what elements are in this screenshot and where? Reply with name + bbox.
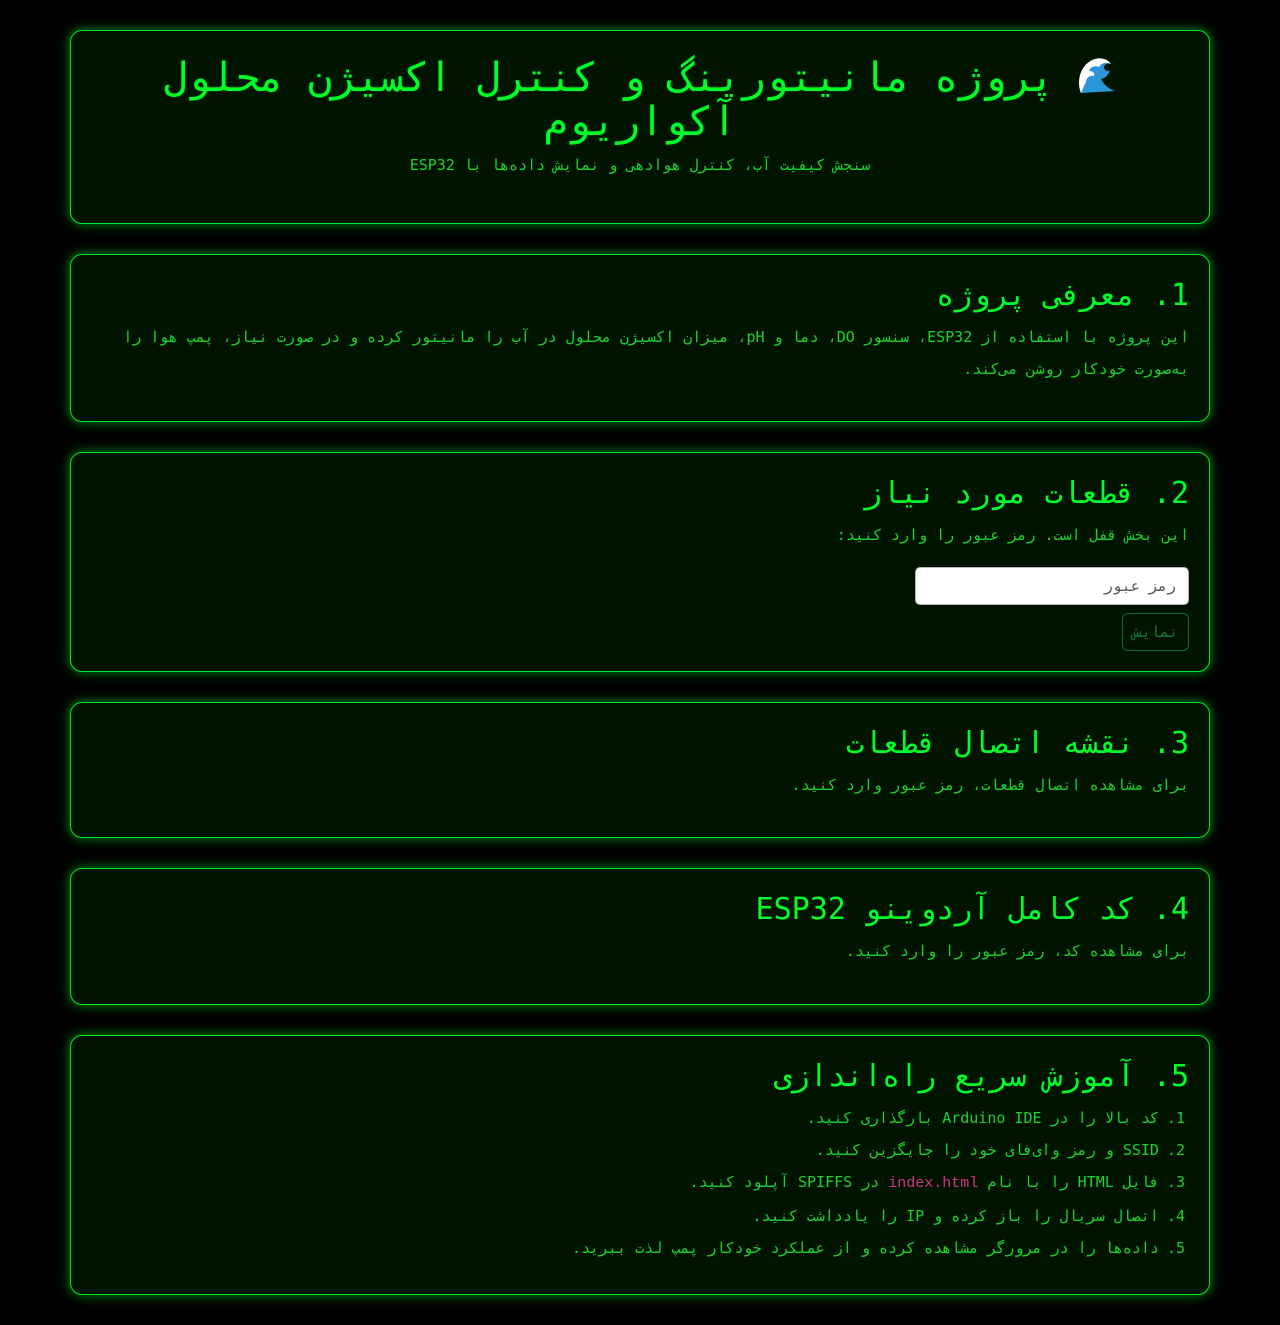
section-title: 2. قطعات مورد نیاز <box>863 476 1189 511</box>
section-code <box>70 868 1210 1005</box>
filename-code: index.html <box>888 1175 979 1192</box>
locked-message: برای مشاهده اتصال قطعات، رمز عبور وارد کنید. <box>791 776 1189 794</box>
section-title: 5. آموزش سریع راه‌اندازی <box>773 1059 1189 1094</box>
page-subtitle: سنجش کیفیت آب، کنترل هوادهی و نمایش داده‌ها با ESP32 <box>409 156 871 174</box>
step-item: 4.اتصال سریال را باز کرده و IP را یادداشت کنید. <box>752 1207 1185 1225</box>
page-title-text: پروژه مانیتورینگ و کنترل اکسیژن محلول آکواریوم <box>163 55 1055 145</box>
steps-list <box>91 1102 1189 1264</box>
locked-message: برای مشاهده کد، رمز عبور را وارد کنید. <box>845 942 1189 960</box>
section-wiring <box>70 702 1210 838</box>
section-title: 3. نقشه اتصال قطعات <box>845 726 1189 761</box>
section-parts <box>70 452 1210 672</box>
section-guide <box>70 1035 1210 1295</box>
wave-icon <box>1073 53 1117 97</box>
step-item: 1.کد بالا را در Arduino IDE بارگذاری کنید. <box>806 1109 1185 1127</box>
locked-message: این بخش قفل است. رمز عبور را وارد کنید: <box>836 526 1189 544</box>
section-text: این پروژه با استفاده از ESP32، سنسور DO، دما و pH، میزان اکسیژن محلول در آب را مانیتور کرده و در صورت نیاز، پمپ هوا را به‌صورت خودکار روشن می‌کند. <box>123 328 1189 378</box>
page-title <box>131 53 1149 144</box>
password-input[interactable] <box>915 567 1189 605</box>
step-item: 3.فایل HTML را با نام index.html در SPIFFS آپلود کنید. <box>689 1173 1185 1192</box>
show-button[interactable]: نمایش <box>1122 613 1189 651</box>
section-intro <box>70 254 1210 422</box>
step-item: 2.SSID و رمز وای‌فای خود را جایگزین کنید. <box>815 1141 1185 1159</box>
header-card <box>70 30 1210 224</box>
section-title: 4. کد کامل آردوینو ESP32 <box>755 892 1189 927</box>
step-item: 5.داده‌ها را در مرورگر مشاهده کرده و از عملکرد خودکار پمپ لذت ببرید. <box>571 1239 1185 1257</box>
section-title: 1. معرفی پروژه <box>936 278 1189 313</box>
